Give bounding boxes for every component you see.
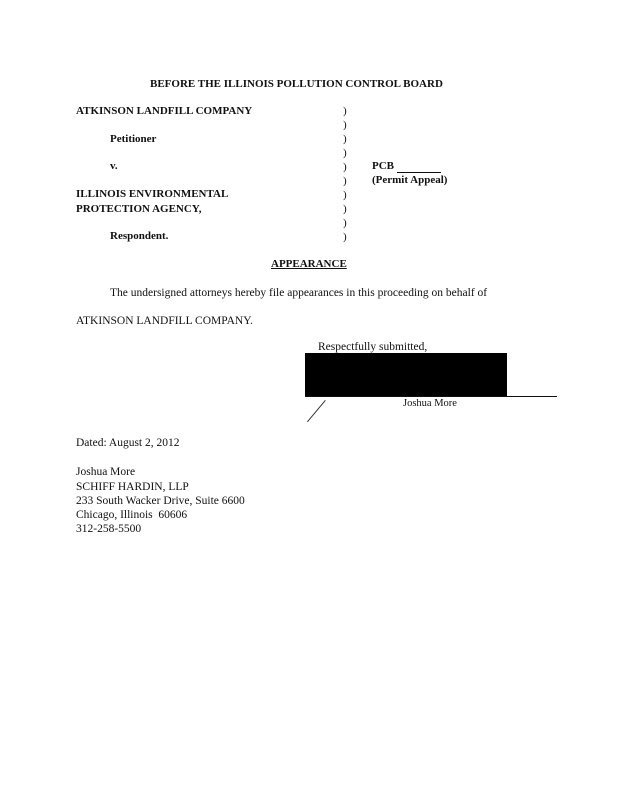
paren: ) (343, 175, 347, 187)
paren: ) (343, 105, 347, 117)
caption-parentheses (343, 105, 353, 245)
contact-address2: Chicago, Illinois 60606 (76, 509, 188, 521)
contact-name: Joshua More (76, 466, 136, 478)
dated-line: Dated: August 2, 2012 (76, 437, 180, 449)
case-number-blank (397, 172, 441, 173)
document-title: BEFORE THE ILLINOIS POLLUTION CONTROL BOARD (150, 78, 443, 90)
signature-stroke (307, 400, 326, 422)
paren: ) (343, 217, 347, 229)
respondent-name-line1: ILLINOIS ENVIRONMENTAL (76, 188, 229, 200)
appearance-heading: APPEARANCE (271, 258, 347, 270)
respondent-name-line2: PROTECTION AGENCY, (76, 203, 202, 215)
contact-phone: 312-258-5500 (76, 523, 142, 535)
body-paragraph-line1: The undersigned attorneys hereby file appearances in this proceeding on behalf of (110, 287, 488, 299)
paren: ) (343, 203, 347, 215)
paren: ) (343, 189, 347, 201)
case-type: (Permit Appeal) (372, 174, 448, 186)
case-number-label: PCB (372, 160, 394, 172)
petitioner-role: Petitioner (110, 133, 157, 145)
paren: ) (343, 133, 347, 145)
contact-firm: SCHIFF HARDIN, LLP (76, 481, 189, 493)
versus-label: v. (110, 160, 118, 172)
closing-text: Respectfully submitted, (318, 341, 428, 353)
redaction-box (305, 353, 507, 397)
contact-address1: 233 South Wacker Drive, Suite 6600 (76, 495, 245, 507)
signature-line (305, 396, 557, 397)
paren: ) (343, 119, 347, 131)
signer-name: Joshua More (403, 398, 457, 409)
respondent-role: Respondent. (110, 230, 169, 242)
paren: ) (343, 231, 347, 243)
paren: ) (343, 161, 347, 173)
paren: ) (343, 147, 347, 159)
petitioner-name: ATKINSON LANDFILL COMPANY (76, 105, 253, 117)
body-paragraph-line2: ATKINSON LANDFILL COMPANY. (76, 315, 253, 327)
